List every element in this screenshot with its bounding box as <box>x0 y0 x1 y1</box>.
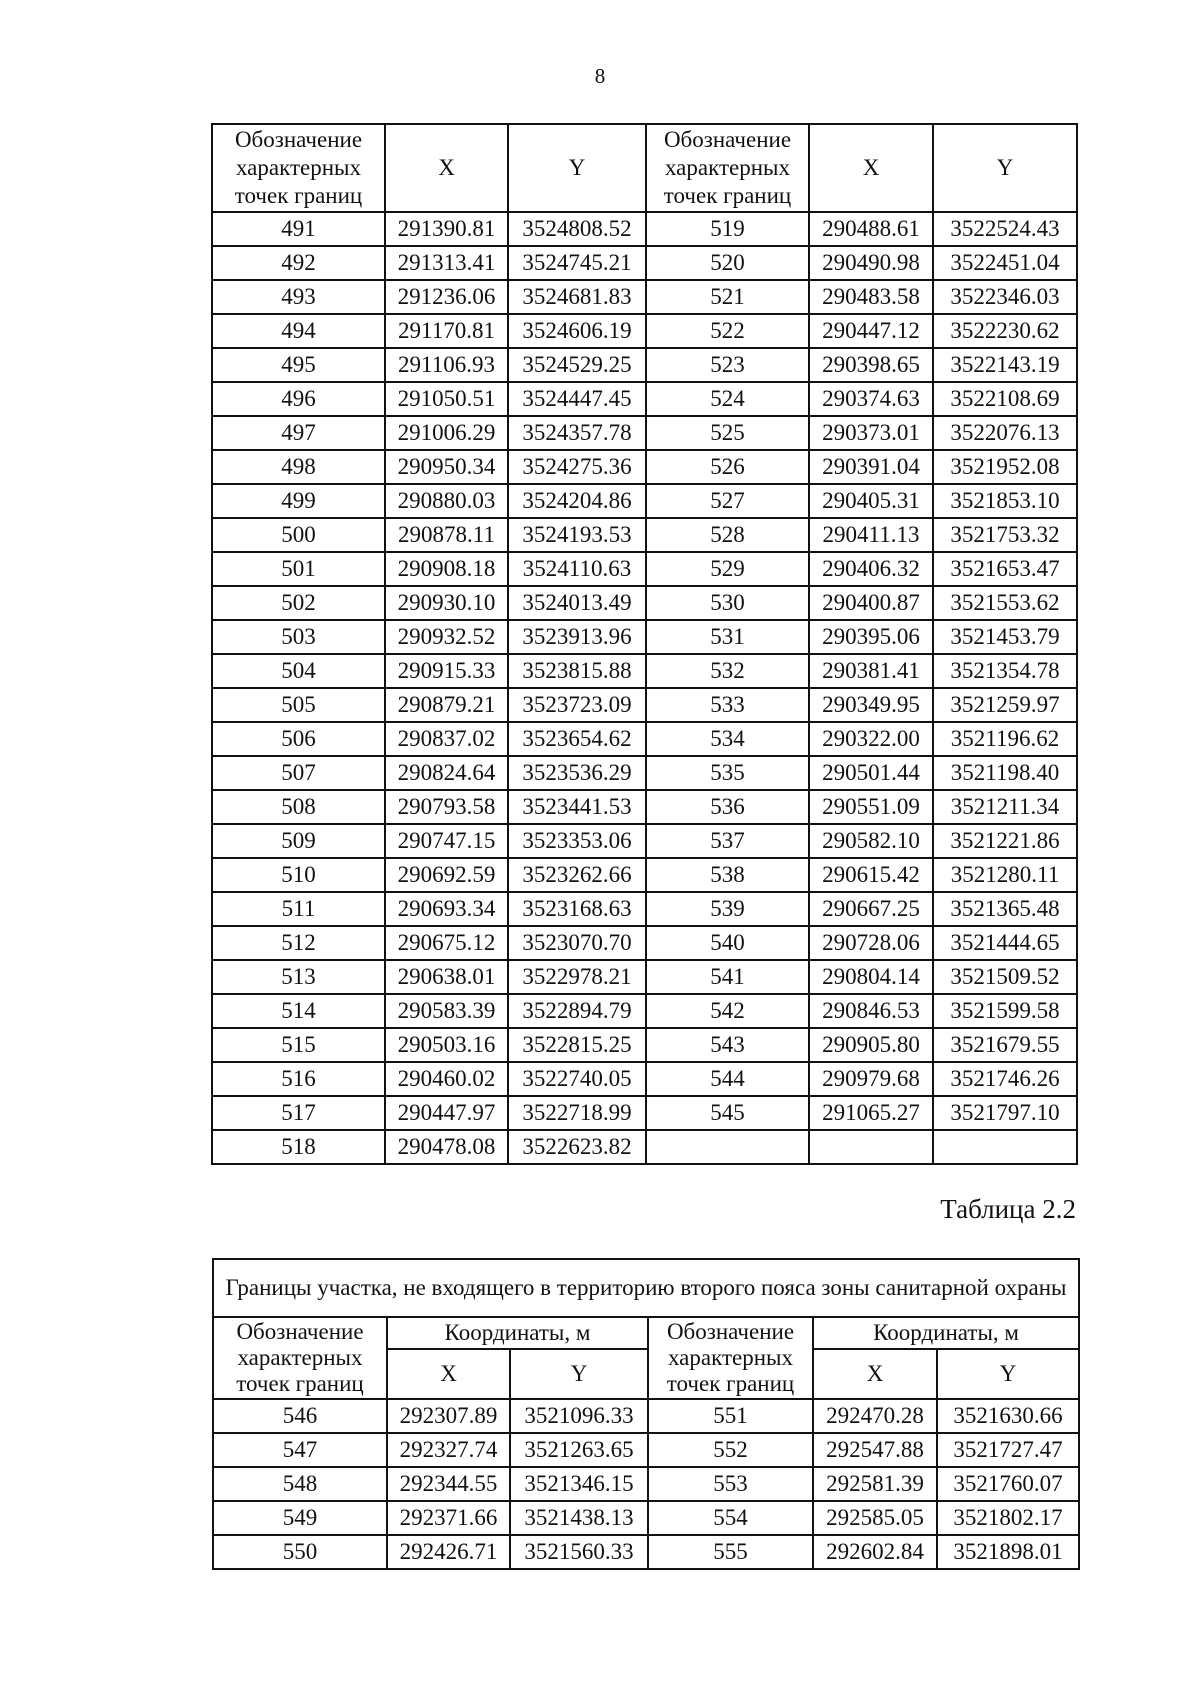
table-cell: 499 <box>212 484 385 518</box>
table-cell: 503 <box>212 620 385 654</box>
table-cell: 290804.14 <box>809 960 933 994</box>
table-cell: 3521599.58 <box>933 994 1077 1028</box>
header-line: точек границ <box>234 183 363 208</box>
table-cell: 292344.55 <box>387 1467 510 1501</box>
table-cell: 3523168.63 <box>508 892 646 926</box>
x-header: X <box>813 1349 937 1399</box>
table-row <box>212 688 1077 722</box>
table-cell: 551 <box>648 1399 813 1433</box>
table-cell: 504 <box>212 654 385 688</box>
table-cell: 552 <box>648 1433 813 1467</box>
table-cell: 291390.81 <box>385 212 508 246</box>
table-cell: 553 <box>648 1467 813 1501</box>
table-row <box>212 484 1077 518</box>
header-line: Обозначение <box>666 1319 795 1344</box>
table-cell: 3521453.79 <box>933 620 1077 654</box>
table-cell: 290638.01 <box>385 960 508 994</box>
table-header-row <box>213 1317 1079 1349</box>
table-cell: 3523654.62 <box>508 722 646 756</box>
table-cell: 531 <box>646 620 809 654</box>
table-cell: 3524193.53 <box>508 518 646 552</box>
table-cell: 290693.34 <box>385 892 508 926</box>
table-cell: 290675.12 <box>385 926 508 960</box>
table-cell: 543 <box>646 1028 809 1062</box>
table-cell: 290400.87 <box>809 586 933 620</box>
table-cell: 530 <box>646 586 809 620</box>
y-header: Y <box>510 1349 648 1399</box>
header-line: Обозначение <box>236 1319 364 1344</box>
table-cell: 508 <box>212 790 385 824</box>
table-cell: 3521280.11 <box>933 858 1077 892</box>
table-cell: 290879.21 <box>385 688 508 722</box>
table-cell: 290846.53 <box>809 994 933 1028</box>
table-cell: 3521196.62 <box>933 722 1077 756</box>
table-cell: 290979.68 <box>809 1062 933 1096</box>
table-cell: 541 <box>646 960 809 994</box>
table-row <box>212 960 1077 994</box>
table-row <box>212 1130 1077 1164</box>
table-cell: 3524745.21 <box>508 246 646 280</box>
table-row <box>212 620 1077 654</box>
table-row <box>213 1467 1079 1501</box>
table-cell: 497 <box>212 416 385 450</box>
table-row <box>212 722 1077 756</box>
header-cell <box>646 124 809 212</box>
coords-header: Координаты, м <box>813 1317 1079 1349</box>
table-cell: 290447.12 <box>809 314 933 348</box>
table-cell: 516 <box>212 1062 385 1096</box>
table-cell: 534 <box>646 722 809 756</box>
table-cell: 3522346.03 <box>933 280 1077 314</box>
table-row <box>212 518 1077 552</box>
table-cell: 3522740.05 <box>508 1062 646 1096</box>
table-cell: 520 <box>646 246 809 280</box>
table-cell: 524 <box>646 382 809 416</box>
table-cell: 545 <box>646 1096 809 1130</box>
table-cell: 290915.33 <box>385 654 508 688</box>
table-row <box>212 1028 1077 1062</box>
table-cell: 3522076.13 <box>933 416 1077 450</box>
header-line: Обозначение <box>234 127 363 152</box>
table-cell: 3521653.47 <box>933 552 1077 586</box>
table-cell: 3522524.43 <box>933 212 1077 246</box>
table-cell: 3521509.52 <box>933 960 1077 994</box>
table-cell: 515 <box>212 1028 385 1062</box>
header-cell <box>648 1317 813 1399</box>
table-cell: 290411.13 <box>809 518 933 552</box>
table-cell: 3522143.19 <box>933 348 1077 382</box>
table-cell: 537 <box>646 824 809 858</box>
table-cell: 291313.41 <box>385 246 508 280</box>
table-cell: 512 <box>212 926 385 960</box>
table-row <box>212 416 1077 450</box>
table-cell: 292581.39 <box>813 1467 937 1501</box>
table-cell: 291170.81 <box>385 314 508 348</box>
header-line: характерных <box>235 155 361 180</box>
table-cell: 529 <box>646 552 809 586</box>
table-cell: 540 <box>646 926 809 960</box>
table-cell: 3524275.36 <box>508 450 646 484</box>
table-cell: 3521553.62 <box>933 586 1077 620</box>
table-cell: 500 <box>212 518 385 552</box>
table-cell: 521 <box>646 280 809 314</box>
table-cell: 290490.98 <box>809 246 933 280</box>
table-cell: 510 <box>212 858 385 892</box>
table-cell: 3524681.83 <box>508 280 646 314</box>
table-cell: 292327.74 <box>387 1433 510 1467</box>
table-row <box>212 586 1077 620</box>
table-row <box>212 994 1077 1028</box>
table-cell: 3521211.34 <box>933 790 1077 824</box>
table-row <box>213 1501 1079 1535</box>
table-cell: 3522623.82 <box>508 1130 646 1164</box>
table-cell: 292602.84 <box>813 1535 937 1569</box>
table-cell <box>809 1130 933 1164</box>
table-cell: 290880.03 <box>385 484 508 518</box>
table-cell: 3524204.86 <box>508 484 646 518</box>
table-cell: 290503.16 <box>385 1028 508 1062</box>
table-cell: 3521221.86 <box>933 824 1077 858</box>
table-cell: 555 <box>648 1535 813 1569</box>
table-cell: 3523353.06 <box>508 824 646 858</box>
table-cell <box>933 1130 1077 1164</box>
header-cell: X <box>809 124 933 212</box>
table-cell: 511 <box>212 892 385 926</box>
table-cell: 290908.18 <box>385 552 508 586</box>
table-cell: 546 <box>213 1399 387 1433</box>
table-cell: 290488.61 <box>809 212 933 246</box>
table-cell: 290930.10 <box>385 586 508 620</box>
table-row <box>212 1096 1077 1130</box>
table-caption: Таблица 2.2 <box>940 1194 1076 1224</box>
table-cell: 491 <box>212 212 385 246</box>
table-cell: 498 <box>212 450 385 484</box>
table-cell <box>646 1130 809 1164</box>
table-cell: 3524110.63 <box>508 552 646 586</box>
table-cell: 290373.01 <box>809 416 933 450</box>
table-cell: 290483.58 <box>809 280 933 314</box>
table-cell: 292371.66 <box>387 1501 510 1535</box>
table-cell: 290667.25 <box>809 892 933 926</box>
table-cell: 3522108.69 <box>933 382 1077 416</box>
table-cell: 493 <box>212 280 385 314</box>
table-row <box>212 450 1077 484</box>
table-cell: 3521797.10 <box>933 1096 1077 1130</box>
table-row <box>212 314 1077 348</box>
table-cell: 3523536.29 <box>508 756 646 790</box>
table-cell: 291236.06 <box>385 280 508 314</box>
table-cell: 514 <box>212 994 385 1028</box>
table-cell: 532 <box>646 654 809 688</box>
table-cell: 3521760.07 <box>937 1467 1079 1501</box>
table-cell: 290406.32 <box>809 552 933 586</box>
table-cell: 3524529.25 <box>508 348 646 382</box>
table-cell: 3521753.32 <box>933 518 1077 552</box>
table-cell: 528 <box>646 518 809 552</box>
table-cell: 291050.51 <box>385 382 508 416</box>
table-cell: 492 <box>212 246 385 280</box>
table-cell: 3521198.40 <box>933 756 1077 790</box>
table-cell: 3521263.65 <box>510 1433 648 1467</box>
table-cell: 3521365.48 <box>933 892 1077 926</box>
table-cell: 3523441.53 <box>508 790 646 824</box>
table-row <box>212 926 1077 960</box>
table-cell: 3524013.49 <box>508 586 646 620</box>
table-cell: 3521259.97 <box>933 688 1077 722</box>
table-cell: 290837.02 <box>385 722 508 756</box>
table-cell: 3521630.66 <box>937 1399 1079 1433</box>
table-cell: 290793.58 <box>385 790 508 824</box>
table-cell: 3521444.65 <box>933 926 1077 960</box>
table-cell: 547 <box>213 1433 387 1467</box>
table-cell: 290447.97 <box>385 1096 508 1130</box>
table-cell: 3522815.25 <box>508 1028 646 1062</box>
table-cell: 290824.64 <box>385 756 508 790</box>
header-cell: Y <box>933 124 1077 212</box>
table-cell: 542 <box>646 994 809 1028</box>
coordinates-table-2 <box>212 1258 1080 1570</box>
table-cell: 3524606.19 <box>508 314 646 348</box>
table-cell: 523 <box>646 348 809 382</box>
table-cell: 3523070.70 <box>508 926 646 960</box>
header-line: Обозначение <box>663 127 792 152</box>
table-cell: 3523913.96 <box>508 620 646 654</box>
table-cell: 292547.88 <box>813 1433 937 1467</box>
table-row <box>212 212 1077 246</box>
table-cell: 290728.06 <box>809 926 933 960</box>
table-cell: 3524357.78 <box>508 416 646 450</box>
coordinates-table-1 <box>211 123 1078 1165</box>
table-cell: 518 <box>212 1130 385 1164</box>
table-cell: 292307.89 <box>387 1399 510 1433</box>
table-cell: 290878.11 <box>385 518 508 552</box>
table-cell: 538 <box>646 858 809 892</box>
header-cell <box>212 124 385 212</box>
table-cell: 554 <box>648 1501 813 1535</box>
table-cell: 290747.15 <box>385 824 508 858</box>
table-cell: 519 <box>646 212 809 246</box>
table-cell: 290381.41 <box>809 654 933 688</box>
table-cell: 3523815.88 <box>508 654 646 688</box>
table-row <box>212 246 1077 280</box>
table-cell: 290460.02 <box>385 1062 508 1096</box>
table-cell: 507 <box>212 756 385 790</box>
table-cell: 291065.27 <box>809 1096 933 1130</box>
table-cell: 3524808.52 <box>508 212 646 246</box>
header-cell: Y <box>508 124 646 212</box>
table-cell: 3521727.47 <box>937 1433 1079 1467</box>
y-header: Y <box>937 1349 1079 1399</box>
table-row <box>213 1399 1079 1433</box>
table-row <box>212 382 1077 416</box>
table-cell: 292470.28 <box>813 1399 937 1433</box>
table-cell: 548 <box>213 1467 387 1501</box>
table-row <box>212 552 1077 586</box>
table-cell: 533 <box>646 688 809 722</box>
table-cell: 290551.09 <box>809 790 933 824</box>
table-cell: 3522978.21 <box>508 960 646 994</box>
table-cell: 290583.39 <box>385 994 508 1028</box>
table-cell: 3522894.79 <box>508 994 646 1028</box>
table-row <box>212 280 1077 314</box>
table-cell: 502 <box>212 586 385 620</box>
table-cell: 522 <box>646 314 809 348</box>
table-cell: 3522230.62 <box>933 314 1077 348</box>
coords-header: Координаты, м <box>387 1317 648 1349</box>
table-cell: 292585.05 <box>813 1501 937 1535</box>
table-cell: 3521853.10 <box>933 484 1077 518</box>
header-cell: X <box>385 124 508 212</box>
table-row <box>212 892 1077 926</box>
table-cell: 290349.95 <box>809 688 933 722</box>
x-header: X <box>387 1349 510 1399</box>
table-cell: 3521746.26 <box>933 1062 1077 1096</box>
header-line: характерных точек границ <box>236 1345 364 1396</box>
table-cell: 3524447.45 <box>508 382 646 416</box>
table-cell: 3521802.17 <box>937 1501 1079 1535</box>
table-cell: 494 <box>212 314 385 348</box>
table-cell: 290395.06 <box>809 620 933 654</box>
table-cell: 3521898.01 <box>937 1535 1079 1569</box>
table-title: Границы участка, не входящего в территорию второго пояса зоны санитарной охраны <box>213 1259 1079 1317</box>
table-cell: 535 <box>646 756 809 790</box>
table-row <box>213 1535 1079 1569</box>
header-cell <box>213 1317 387 1399</box>
table-cell: 290405.31 <box>809 484 933 518</box>
table-row <box>212 1062 1077 1096</box>
table-row <box>212 348 1077 382</box>
table-cell: 290932.52 <box>385 620 508 654</box>
table-cell: 3522718.99 <box>508 1096 646 1130</box>
table-cell: 3521354.78 <box>933 654 1077 688</box>
table-cell: 536 <box>646 790 809 824</box>
table-cell: 290398.65 <box>809 348 933 382</box>
table-cell: 549 <box>213 1501 387 1535</box>
table-cell: 505 <box>212 688 385 722</box>
table-cell: 290391.04 <box>809 450 933 484</box>
header-line: характерных точек границ <box>666 1345 795 1396</box>
header-line: характерных <box>664 155 790 180</box>
page-number: 8 <box>594 64 606 88</box>
table-cell: 290501.44 <box>809 756 933 790</box>
table-cell: 501 <box>212 552 385 586</box>
table-row <box>213 1433 1079 1467</box>
table-cell: 3521679.55 <box>933 1028 1077 1062</box>
table-cell: 291006.29 <box>385 416 508 450</box>
table-cell: 290374.63 <box>809 382 933 416</box>
table-cell: 290950.34 <box>385 450 508 484</box>
table-cell: 3521952.08 <box>933 450 1077 484</box>
table-cell: 290905.80 <box>809 1028 933 1062</box>
table-row <box>212 824 1077 858</box>
table-row <box>212 756 1077 790</box>
table-cell: 3523262.66 <box>508 858 646 892</box>
table-cell: 3522451.04 <box>933 246 1077 280</box>
table-cell: 290582.10 <box>809 824 933 858</box>
table-row <box>212 790 1077 824</box>
table-cell: 290692.59 <box>385 858 508 892</box>
table-cell: 544 <box>646 1062 809 1096</box>
table-cell: 292426.71 <box>387 1535 510 1569</box>
table-cell: 290615.42 <box>809 858 933 892</box>
table-cell: 3523723.09 <box>508 688 646 722</box>
table-cell: 3521438.13 <box>510 1501 648 1535</box>
table-cell: 506 <box>212 722 385 756</box>
table-cell: 496 <box>212 382 385 416</box>
table-cell: 527 <box>646 484 809 518</box>
table-cell: 513 <box>212 960 385 994</box>
table-title-row <box>213 1259 1079 1317</box>
header-line: точек границ <box>663 183 792 208</box>
table-cell: 495 <box>212 348 385 382</box>
table-cell: 290478.08 <box>385 1130 508 1164</box>
table-cell: 3521346.15 <box>510 1467 648 1501</box>
table-cell: 539 <box>646 892 809 926</box>
table-cell: 526 <box>646 450 809 484</box>
table-cell: 525 <box>646 416 809 450</box>
table-cell: 550 <box>213 1535 387 1569</box>
table-cell: 509 <box>212 824 385 858</box>
table-cell: 517 <box>212 1096 385 1130</box>
table-row <box>212 858 1077 892</box>
table-cell: 3521096.33 <box>510 1399 648 1433</box>
table-row <box>212 654 1077 688</box>
table-cell: 3521560.33 <box>510 1535 648 1569</box>
table-cell: 290322.00 <box>809 722 933 756</box>
table-header-row <box>212 124 1077 212</box>
table-cell: 291106.93 <box>385 348 508 382</box>
